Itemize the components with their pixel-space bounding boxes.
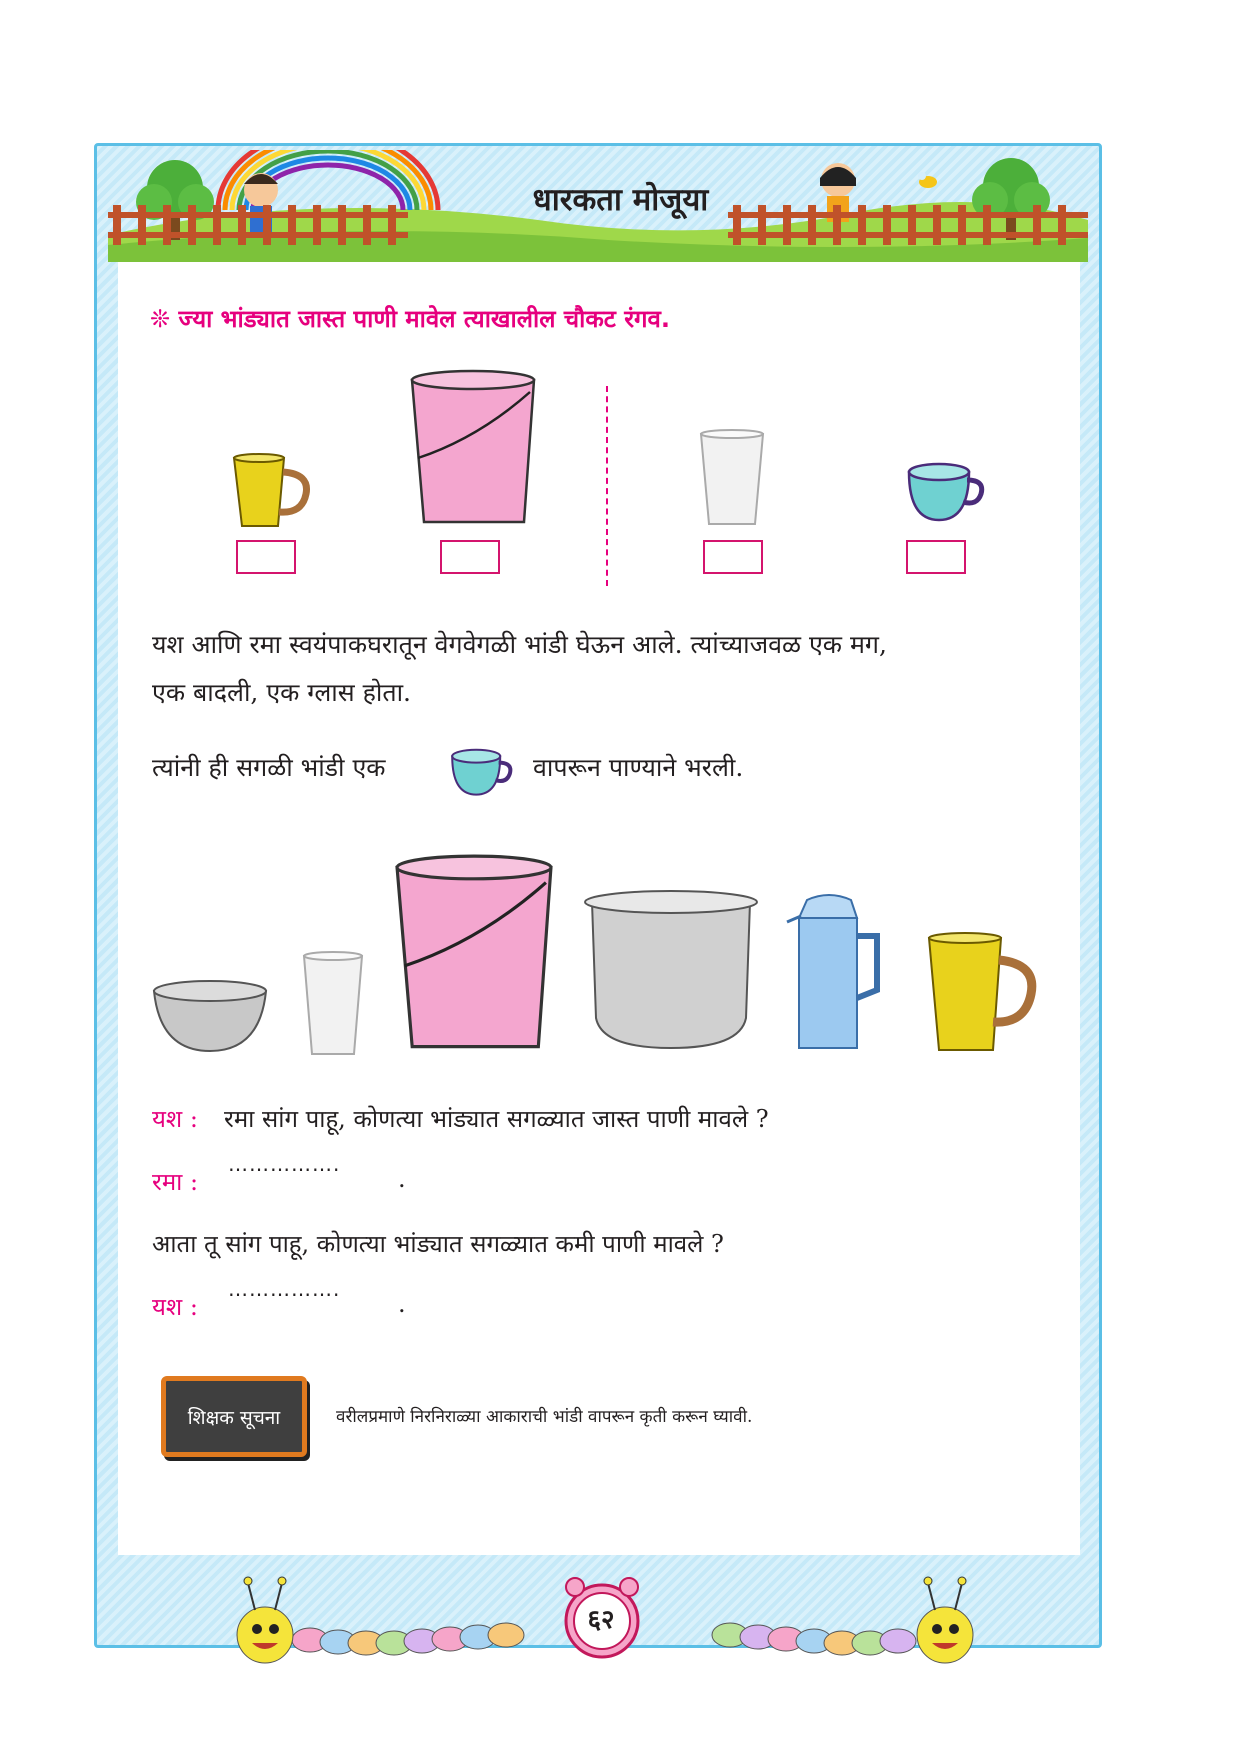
answer-blank-2-end: . [398, 1290, 406, 1318]
activity-instruction: ❊ ज्या भांड्यात जास्त पाणी मावेल त्याखालील चौकट रंगव. [150, 305, 671, 333]
teacher-note-text: वरीलप्रमाणे निरनिराळ्या आकाराची भांडी वापरून कृती करून घ्यावी. [336, 1407, 753, 1427]
story-line-2: एक बादली, एक ग्लास होता. [152, 678, 412, 707]
mug-icon [228, 450, 316, 530]
page-title: धारकता मोजूया [532, 182, 709, 218]
page-number: ६२ [587, 1605, 615, 1635]
dialogue-q1-text: रमा सांग पाहू, कोणत्या भांड्यात सगळ्यात जास्त पाणी मावले ? [224, 1105, 769, 1133]
caterpillar-head-right [917, 1577, 973, 1663]
answer-checkbox-glass[interactable] [703, 540, 763, 574]
answer-checkbox-mug[interactable] [236, 540, 296, 574]
story-line-1: यश आणि रमा स्वयंपाकघरातून वेगवेगळी भांडी घेऊन आले. त्यांच्याजवळ एक मग, [152, 630, 887, 659]
story-line-3-start: त्यांनी ही सगळी भांडी एक [152, 753, 386, 782]
bucket-icon [408, 368, 538, 526]
glass-icon-2 [300, 950, 366, 1058]
bucket-icon-2 [392, 852, 556, 1052]
glass-icon [697, 428, 767, 528]
cooking-pot-icon [580, 888, 762, 1053]
answer-blank-1-end: . [398, 1165, 406, 1193]
answer-blank-1[interactable]: ……………. [228, 1152, 341, 1176]
answer-blank-2[interactable]: ……………. [228, 1277, 341, 1301]
caterpillar-head-left [237, 1577, 293, 1663]
teacup-icon [905, 458, 985, 528]
dialogue-q2-text: आता तू सांग पाहू, कोणत्या भांड्यात सगळ्यात कमी पाणी मावले ? [152, 1230, 724, 1258]
mug-icon-2 [925, 930, 1040, 1055]
answer-checkbox-bucket[interactable] [440, 540, 500, 574]
story-line-3-end: वापरून पाण्याने भरली. [533, 753, 744, 782]
teacher-note-board [161, 1376, 307, 1457]
bowl-icon [150, 975, 270, 1055]
jug-icon [785, 892, 885, 1054]
dialogue-a2-label: यश : [152, 1293, 198, 1321]
dialogue-a1-label: रमा : [152, 1168, 199, 1196]
teacup-inline-icon [445, 745, 517, 801]
section-divider [606, 386, 608, 586]
answer-checkbox-teacup[interactable] [906, 540, 966, 574]
teacher-note-board-label: शिक्षक सूचना [187, 1406, 281, 1429]
dialogue-q1-label: यश : [152, 1105, 198, 1133]
